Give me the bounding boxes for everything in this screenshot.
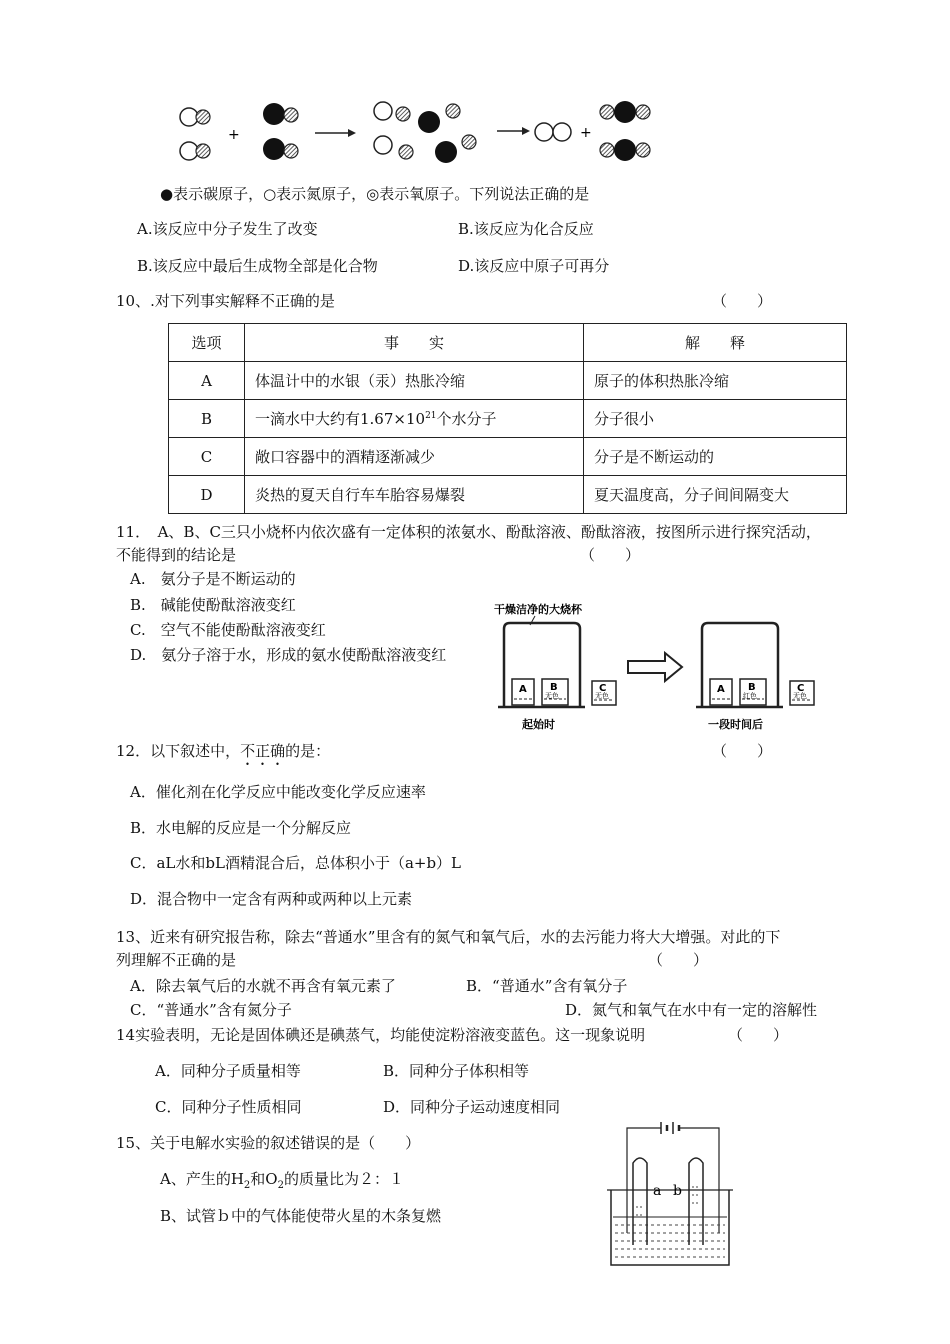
row-explanation: 分子是不断运动的 <box>584 438 847 476</box>
exponent: 21 <box>425 411 437 421</box>
tube-b-label: b <box>673 1183 682 1199</box>
start-label: 起始时 <box>522 718 555 731</box>
q12-option-d: D．混合物中一定含有两种或两种以上元素 <box>130 890 413 908</box>
ammonia-experiment-figure <box>490 597 820 737</box>
q14-stem: 14实验表明，无论是固体碘还是碘蒸气，均能使淀粉溶液变蓝色。这一现象说明 <box>116 1026 646 1044</box>
q15-stem: 15、关于电解水实验的叙述错误的是（ ） <box>116 1134 421 1152</box>
tube-a-label: a <box>653 1183 662 1199</box>
beaker-c-color: 无色 <box>793 692 807 700</box>
q15-a-text: A、产生的H <box>160 1170 244 1188</box>
q13-option-b: B．“普通水”含有氧分子 <box>466 977 628 995</box>
reaction-diagram <box>170 95 670 170</box>
q11-option-d: D. 氨分子溶于水，形成的氨水使酚酞溶液变红 <box>130 646 447 664</box>
row-option: A <box>169 362 245 400</box>
q14-option-a: A．同种分子质量相等 <box>155 1062 301 1080</box>
q9-option-b: B.该反应为化合反应 <box>458 220 594 238</box>
plus-sign: + <box>228 127 240 143</box>
beaker-b-color: 红色 <box>743 692 757 700</box>
electrolysis-apparatus-figure <box>605 1115 750 1275</box>
figure-top-label: 干燥洁净的大烧杯 <box>494 603 582 616</box>
plus-sign: + <box>580 125 592 141</box>
co-molecule <box>263 138 298 160</box>
q12-option-a: A．催化剂在化学反应中能改变化学反应速率 <box>130 783 426 801</box>
q9-option-c: B.该反应中最后生成物全部是化合物 <box>137 257 378 275</box>
q15-a-text: 的质量比为２：１ <box>283 1170 404 1188</box>
q12-option-b: B．水电解的反应是一个分解反应 <box>130 819 352 837</box>
beaker-c-label: C <box>797 683 805 694</box>
q14-option-d: D．同种分子运动速度相同 <box>383 1098 561 1116</box>
small-beaker-a <box>512 679 534 705</box>
q13-stem-line1: 13、近来有研究报告称，除去“普通水”里含有的氮气和氧气后，水的去污能力将大大增强。对此的下 <box>116 928 781 946</box>
arrow-icon <box>497 127 530 135</box>
no-molecule <box>180 142 210 160</box>
battery-icon <box>627 1122 719 1233</box>
q10-answer-paren: （ ） <box>712 292 773 310</box>
co-molecule <box>263 103 298 125</box>
subscript: 2 <box>243 1180 251 1191</box>
co2-molecule <box>600 139 650 161</box>
row-option: D <box>169 476 245 514</box>
row-fact: 炎热的夏天自行车车胎容易爆裂 <box>245 476 584 514</box>
q10-stem: 10、.对下列事实解释不正确的是 <box>116 292 335 310</box>
beaker-a-label: A <box>717 684 725 695</box>
test-tube-b <box>689 1158 703 1245</box>
table-row <box>169 400 847 438</box>
q9-option-a: A.该反应中分子发生了改变 <box>137 220 318 238</box>
arrow-icon <box>628 653 682 681</box>
row-explanation: 分子很小 <box>584 400 847 438</box>
no-molecule <box>180 108 210 126</box>
small-beaker-b <box>542 679 568 705</box>
fact-text: 个水分子 <box>436 410 497 428</box>
q15-option-a <box>160 1169 404 1196</box>
facts-table <box>168 323 847 514</box>
row-option: C <box>169 438 245 476</box>
test-tube-a <box>633 1158 647 1245</box>
q14-option-c: C．同种分子性质相同 <box>155 1098 302 1116</box>
q13-option-c: C．“普通水”含有氮分子 <box>130 1001 292 1019</box>
beaker-a-label: A <box>519 684 527 695</box>
small-beaker-a <box>710 679 732 705</box>
q13-answer-paren: （ ） <box>648 951 709 969</box>
q12-stem <box>116 741 330 769</box>
q12-stem-pre: 12．以下叙述中， <box>116 742 241 760</box>
subscript: 2 <box>277 1180 284 1191</box>
q12-emphasis: 不正确 <box>240 742 286 760</box>
table-row <box>169 438 847 476</box>
q9-option-d: D.该反应中原子可再分 <box>458 257 610 275</box>
row-fact <box>245 400 584 438</box>
q14-option-b: B．同种分子体积相等 <box>383 1062 530 1080</box>
beaker-c-color: 无色 <box>595 692 609 700</box>
table-header-row <box>169 324 847 362</box>
header-option: 选项 <box>169 324 245 362</box>
q11-option-b: B. 碱能使酚酞溶液变红 <box>130 596 296 614</box>
q11-answer-paren: （ ） <box>580 546 641 564</box>
q12-option-c: C．aL水和bL酒精混合后，总体积小于（a+b）L <box>130 854 462 872</box>
arrow-icon <box>315 129 356 137</box>
row-option: B <box>169 400 245 438</box>
row-explanation: 原子的体积热胀冷缩 <box>584 362 847 400</box>
separated-atoms <box>374 102 476 163</box>
header-explanation: 解 释 <box>584 324 847 362</box>
fact-text: 一滴水中大约有1.67×10 <box>255 410 426 428</box>
q15-option-b: B、试管ｂ中的气体能使带火星的木条复燃 <box>160 1207 442 1225</box>
small-beaker-b <box>740 679 766 705</box>
header-fact: 事 实 <box>245 324 584 362</box>
q13-option-d: D．氮气和氧气在水中有一定的溶解性 <box>565 1001 818 1019</box>
row-explanation: 夏天温度高，分子间间隔变大 <box>584 476 847 514</box>
after-label: 一段时间后 <box>708 718 763 731</box>
q13-option-a: A．除去氧气后的水就不再含有氧元素了 <box>130 977 396 995</box>
q14-answer-paren: （ ） <box>728 1026 789 1044</box>
beaker-b-label: B <box>550 682 558 693</box>
q11-option-c: C. 空气不能使酚酞溶液变红 <box>130 621 326 639</box>
table-row <box>169 476 847 514</box>
q9-legend: ●表示碳原子，○表示氮原子，◎表示氧原子。下列说法正确的是 <box>160 185 590 203</box>
beaker-b-color: 无色 <box>545 692 559 700</box>
q11-option-a: A. 氨分子是不断运动的 <box>130 570 296 588</box>
n2-molecule <box>535 123 571 141</box>
table-row <box>169 362 847 400</box>
small-beaker-c <box>592 681 616 705</box>
water-trough <box>607 1190 733 1265</box>
small-beaker-c <box>790 681 814 705</box>
co2-molecule <box>600 101 650 123</box>
row-fact: 体温计中的水银（汞）热胀冷缩 <box>245 362 584 400</box>
row-fact: 敞口容器中的酒精逐渐减少 <box>245 438 584 476</box>
beaker-c-label: C <box>599 683 607 694</box>
beaker-b-label: B <box>748 682 756 693</box>
q12-stem-post: 的是： <box>285 742 331 760</box>
q11-stem-line1: 11． A、B、C三只小烧杯内依次盛有一定体积的浓氨水、酚酞溶液、酚酞溶液，按图所示进行探究活动， <box>116 523 821 541</box>
q15-a-text: 和O <box>250 1170 278 1188</box>
q11-stem-line2: 不能得到的结论是 <box>116 546 237 564</box>
q13-stem-line2: 列理解不正确的是 <box>116 951 237 969</box>
q12-answer-paren: （ ） <box>712 742 773 760</box>
